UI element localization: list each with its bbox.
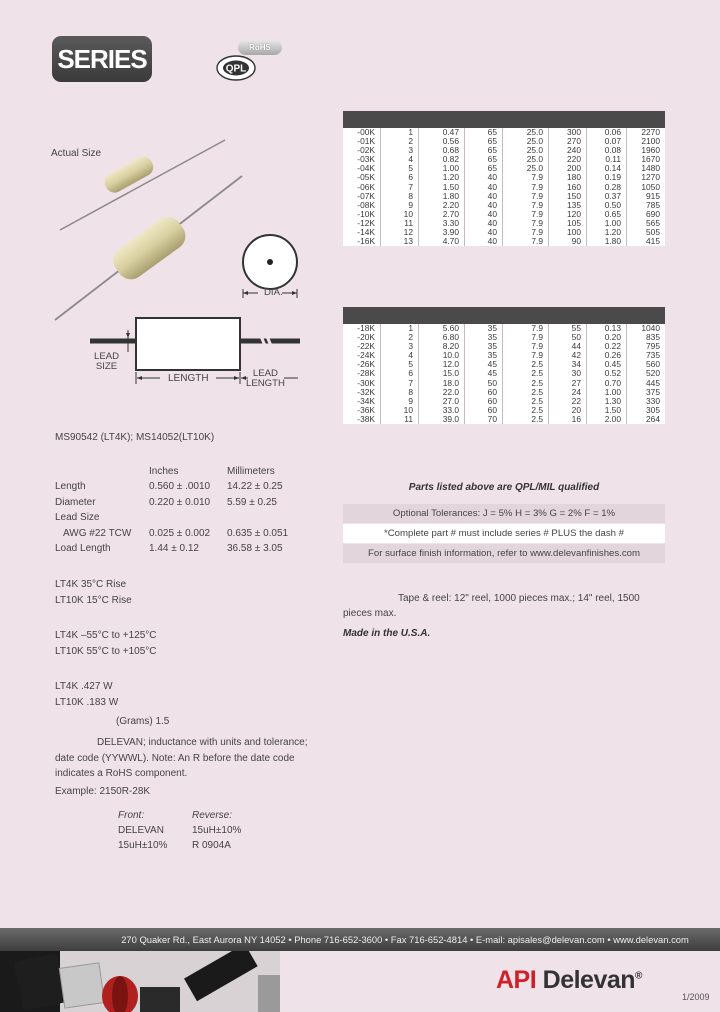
table-cell: 40 (465, 210, 503, 219)
table-2-header (343, 307, 665, 324)
table-cell: 1670 (641, 154, 660, 165)
table-cell: 240 (549, 146, 587, 155)
table-cell: 25.0 (503, 137, 549, 146)
table-cell: 1.80 (587, 237, 627, 246)
table-cell: 7.9 (503, 183, 549, 192)
table-cell: 160 (549, 183, 587, 192)
dim-label: Lead Size (55, 512, 100, 523)
table-cell: 0.68 (419, 146, 465, 155)
table-cell: 60 (465, 397, 503, 406)
table-cell: 0.37 (587, 192, 627, 201)
mil-spec: MS90542 (LT4K); MS14052(LT10K) (55, 432, 215, 443)
table-cell: -05K (343, 173, 381, 182)
table-cell: 565 (646, 217, 660, 228)
table-cell: 1480 (641, 163, 660, 174)
table-cell: -26K (343, 360, 381, 369)
table-cell: 24 (549, 388, 587, 397)
table-cell: -18K (343, 324, 381, 333)
table-cell: 7.9 (503, 192, 549, 201)
table-cell: 7.9 (503, 324, 549, 333)
table-cell: 0.14 (587, 164, 627, 173)
table-cell: 25.0 (503, 164, 549, 173)
table-cell: 3 (381, 342, 419, 351)
table-cell: 9 (381, 397, 419, 406)
dia-label: DIA. (264, 287, 283, 298)
table-cell: 105 (549, 219, 587, 228)
table-cell: 40 (465, 192, 503, 201)
qpl-note: Parts listed above are QPL/MIL qualified (408, 482, 600, 493)
table-cell: -08K (343, 201, 381, 210)
table-cell: 6 (381, 173, 419, 182)
table-cell: 135 (549, 201, 587, 210)
table-cell: -30K (343, 379, 381, 388)
table-cell: 0.11 (587, 155, 627, 164)
table-cell: 2270 (641, 127, 660, 137)
table-cell: 1.00 (587, 388, 627, 397)
table-cell: 40 (465, 237, 503, 246)
table-cell: 11 (381, 415, 419, 424)
operating-temp: LT4K –55°C to +125°C LT10K 55°C to +105°C (55, 630, 157, 657)
table-cell: 33.0 (419, 406, 465, 415)
table-cell: 35 (465, 333, 503, 342)
table-cell: 45 (465, 360, 503, 369)
table-cell: 735 (646, 350, 660, 361)
table-cell: 0.20 (587, 333, 627, 342)
parts-table-1 (343, 111, 665, 246)
table-cell: 1050 (641, 181, 660, 192)
table-cell: -12K (343, 219, 381, 228)
dim-row (55, 512, 335, 528)
parts-table-2 (343, 307, 665, 424)
table-cell: 10 (381, 210, 419, 219)
brand-logo: API Delevan® (496, 966, 642, 994)
table-cell: 25.0 (503, 128, 549, 137)
length-label: LENGTH (168, 373, 209, 384)
table-cell: 7.9 (503, 228, 549, 237)
table-cell: 65 (465, 146, 503, 155)
table-cell: 1040 (641, 323, 660, 333)
table-cell: -01K (343, 137, 381, 146)
lead-size-label: LEAD SIZE (94, 351, 120, 372)
table-cell: -34K (343, 397, 381, 406)
table-cell: 12 (381, 228, 419, 237)
table-cell: 0.08 (587, 146, 627, 155)
dim-label: Diameter (55, 496, 96, 508)
dim-inches: 0.220 ± 0.010 (149, 496, 211, 508)
table-cell: 300 (549, 128, 587, 137)
table-cell: 50 (549, 333, 587, 342)
table-cell: 7.9 (503, 342, 549, 351)
table-cell: 45 (465, 369, 503, 378)
dim-label: Load Length (55, 543, 111, 554)
table-cell: 0.65 (587, 210, 627, 219)
table-cell: 35 (465, 342, 503, 351)
table-cell: 65 (465, 128, 503, 137)
table-cell: 8 (381, 388, 419, 397)
table-cell: 27 (549, 379, 587, 388)
dim-row (55, 543, 335, 559)
table-row (343, 415, 665, 424)
table-cell: -04K (343, 164, 381, 173)
footer-contact-bar: 270 Quaker Rd., East Aurora NY 14052 • Phone 716-652-3600 • Fax 716-652-4814 • E-mail: apisales@delevan.com • www.delevan.com (0, 928, 720, 951)
table-cell: 30 (549, 369, 587, 378)
table-row (343, 237, 665, 246)
table-cell: 415 (646, 236, 660, 247)
dim-row (55, 528, 335, 544)
table-1-header (343, 111, 665, 128)
table-cell: 0.28 (587, 183, 627, 192)
table-cell: 0.26 (587, 351, 627, 360)
table-cell: -03K (343, 155, 381, 164)
table-cell: 2.5 (503, 369, 549, 378)
table-cell: 0.70 (587, 379, 627, 388)
table-cell: 7.9 (503, 201, 549, 210)
table-cell: 4 (381, 351, 419, 360)
table-cell: 40 (465, 219, 503, 228)
table-cell: 34 (549, 360, 587, 369)
table-cell: -38K (343, 415, 381, 424)
dim-mm: 36.58 ± 3.05 (227, 543, 283, 554)
table-cell: 7.9 (503, 210, 549, 219)
table-cell: 2.5 (503, 379, 549, 388)
table-cell: 5 (381, 164, 419, 173)
dim-mm: 14.22 ± 0.25 (227, 481, 283, 492)
table-cell: 35 (465, 324, 503, 333)
table-cell: 330 (646, 395, 660, 406)
table-cell: 40 (465, 183, 503, 192)
dim-inches: 0.025 ± 0.002 (149, 527, 211, 539)
table-cell: 16 (549, 415, 587, 424)
dim-mm: 5.59 ± 0.25 (227, 496, 277, 508)
table-cell: 1.00 (419, 164, 465, 173)
table-cell: 1.30 (587, 397, 627, 406)
table-cell: 4 (381, 155, 419, 164)
table-cell: -22K (343, 342, 381, 351)
table-cell: 7.9 (503, 173, 549, 182)
dimensions-table (55, 466, 335, 559)
qpl-seal-icon (215, 54, 257, 82)
table-cell: 40 (465, 173, 503, 182)
table-cell: 2.70 (419, 210, 465, 219)
table-cell: 6 (381, 369, 419, 378)
table-cell: 0.56 (419, 137, 465, 146)
table-cell: 445 (646, 377, 660, 388)
table-cell: 1.50 (419, 183, 465, 192)
reverse-marking: Reverse: 15uH±10% R 0904A (192, 810, 242, 851)
table-cell: 1 (381, 324, 419, 333)
temp-rise: LT4K 35°C Rise LT10K 15°C Rise (55, 579, 132, 606)
table-cell: 25.0 (503, 146, 549, 155)
table-cell: 180 (549, 173, 587, 182)
revision-date: 1/2009 (682, 992, 710, 1002)
table-cell: 0.13 (587, 324, 627, 333)
table-cell: 65 (465, 155, 503, 164)
table-cell: 2.5 (503, 397, 549, 406)
lead-length-label: LEAD LENGTH (246, 368, 285, 389)
table-cell: 5 (381, 360, 419, 369)
table-cell: -07K (343, 192, 381, 201)
table-cell: 90 (549, 237, 587, 246)
table-cell: 915 (646, 190, 660, 201)
table-cell: 5.60 (419, 324, 465, 333)
table-cell: 100 (549, 228, 587, 237)
power-rating: LT4K .427 W LT10K .183 W (55, 681, 119, 708)
product-photo (0, 951, 280, 1012)
table-cell: -20K (343, 333, 381, 342)
dim-row (55, 497, 335, 513)
table-cell: -10K (343, 210, 381, 219)
table-cell: 12.0 (419, 360, 465, 369)
table-cell: 27.0 (419, 397, 465, 406)
table-cell: 505 (646, 227, 660, 238)
table-cell: 7.9 (503, 219, 549, 228)
table-cell: 8.20 (419, 342, 465, 351)
table-cell: 60 (465, 388, 503, 397)
table-cell: 6.80 (419, 333, 465, 342)
table-cell: 70 (465, 415, 503, 424)
table-cell: 220 (549, 155, 587, 164)
table-cell: 10.0 (419, 351, 465, 360)
table-cell: 9 (381, 201, 419, 210)
table-cell: 42 (549, 351, 587, 360)
table-cell: 3.90 (419, 228, 465, 237)
table-cell: 13 (381, 237, 419, 246)
table-cell: 2.5 (503, 406, 549, 415)
component-photo (50, 120, 250, 330)
qpl-seal-text: QPL (225, 63, 247, 75)
table-cell: 10 (381, 406, 419, 415)
table-cell: 11 (381, 219, 419, 228)
table-cell: 1270 (641, 172, 660, 183)
table-cell: 7 (381, 183, 419, 192)
table-cell: 120 (549, 210, 587, 219)
table-cell: -36K (343, 406, 381, 415)
table-cell: 44 (549, 342, 587, 351)
table-cell: 1.80 (419, 192, 465, 201)
complete-part-note: *Complete part # must include series # PLUS the dash # (343, 524, 665, 544)
table-cell: 0.52 (587, 369, 627, 378)
table-cell: 1960 (641, 145, 660, 156)
table-cell: 560 (646, 359, 660, 370)
table-cell: 520 (646, 368, 660, 379)
table-cell: 0.45 (587, 360, 627, 369)
small-component-lead (60, 140, 225, 230)
table-cell: 2.5 (503, 388, 549, 397)
table-cell: 305 (646, 404, 660, 415)
table-cell: 22.0 (419, 388, 465, 397)
dim-mm: 0.635 ± 0.051 (227, 527, 289, 539)
table-cell: -16K (343, 237, 381, 246)
table-cell: 270 (549, 137, 587, 146)
weight: (Grams) 1.5 (116, 716, 170, 727)
col-inches: Inches (149, 466, 179, 477)
table-cell: 50 (465, 379, 503, 388)
table-cell: -32K (343, 388, 381, 397)
table-cell: 835 (646, 332, 660, 343)
table-cell: 65 (465, 164, 503, 173)
table-cell: 2.00 (587, 415, 627, 424)
table-cell: 40 (465, 228, 503, 237)
table-cell: -24K (343, 351, 381, 360)
table-cell: 7.9 (503, 237, 549, 246)
table-cell: 264 (646, 413, 660, 424)
table-cell: 2 (381, 137, 419, 146)
table-cell: 1.00 (587, 219, 627, 228)
dim-label: Length (55, 481, 86, 492)
table-cell: 690 (646, 208, 660, 219)
table-cell: -06K (343, 183, 381, 192)
table-cell: 39.0 (419, 415, 465, 424)
surface-finish-note: For surface finish information, refer to www.delevanfinishes.com (343, 544, 665, 564)
series-tab: SERIES (52, 36, 152, 82)
table-cell: 0.47 (419, 128, 465, 137)
table-cell: 0.82 (419, 155, 465, 164)
table-cell: 150 (549, 192, 587, 201)
table-cell: -28K (343, 369, 381, 378)
table-cell: -02K (343, 146, 381, 155)
table-cell: 2.5 (503, 415, 549, 424)
table-cell: 2 (381, 333, 419, 342)
table-cell: 35 (465, 351, 503, 360)
table-cell: 65 (465, 137, 503, 146)
table-cell: 15.0 (419, 369, 465, 378)
table-cell: 785 (646, 199, 660, 210)
marking: DELEVAN; inductance with units and tolerance; date code (YYWWL). Note: An R before the date code indicates a RoHS component. (55, 737, 308, 779)
table-cell: -14K (343, 228, 381, 237)
table-cell: 8 (381, 192, 419, 201)
table-cell: 7 (381, 379, 419, 388)
table-cell: 1.20 (587, 228, 627, 237)
table-cell: 0.50 (587, 201, 627, 210)
table-cell: 795 (646, 341, 660, 352)
dim-label: AWG #22 TCW (63, 527, 132, 539)
table-cell: 2.5 (503, 360, 549, 369)
table-cell: 4.70 (419, 237, 465, 246)
dim-inches: 1.44 ± 0.12 (149, 543, 199, 554)
tape-reel: Tape & reel: 12" reel, 1000 pieces max.; 14" reel, 1500 pieces max. (343, 593, 640, 619)
table-cell: 18.0 (419, 379, 465, 388)
actual-size-label: Actual Size (51, 148, 102, 159)
made-in: Made in the U.S.A. (343, 628, 431, 639)
dim-inches: 0.560 ± .0010 (149, 481, 211, 492)
dim-row (55, 481, 335, 497)
col-mm: Millimeters (227, 466, 275, 477)
optional-tolerances: Optional Tolerances: J = 5% H = 3% G = 2% F = 1% (343, 504, 665, 524)
table-cell: 1.20 (419, 173, 465, 182)
table-cell: 40 (465, 201, 503, 210)
table-cell: 1.50 (587, 406, 627, 415)
front-marking: Front: DELEVAN 15uH±10% (118, 810, 168, 851)
table-cell: 2.20 (419, 201, 465, 210)
table-cell: 25.0 (503, 155, 549, 164)
table-cell: 22 (549, 397, 587, 406)
table-cell: 0.19 (587, 173, 627, 182)
table-cell: 3 (381, 146, 419, 155)
marking-example: Example: 2150R-28K (55, 786, 151, 797)
table-cell: 7.9 (503, 351, 549, 360)
table-cell: 3.30 (419, 219, 465, 228)
rohs-badge: RoHS (238, 40, 282, 55)
table-cell: 60 (465, 406, 503, 415)
table-cell: 0.07 (587, 137, 627, 146)
table-cell: 55 (549, 324, 587, 333)
table-cell: 1 (381, 128, 419, 137)
large-component-body (108, 212, 191, 285)
notes-box (343, 504, 665, 564)
table-cell: 7.9 (503, 333, 549, 342)
table-cell: -00K (343, 128, 381, 137)
table-cell: 2100 (641, 136, 660, 147)
table-cell: 0.22 (587, 342, 627, 351)
table-cell: 20 (549, 406, 587, 415)
table-cell: 0.06 (587, 128, 627, 137)
table-cell: 200 (549, 164, 587, 173)
table-cell: 375 (646, 386, 660, 397)
small-component-body (101, 153, 156, 196)
